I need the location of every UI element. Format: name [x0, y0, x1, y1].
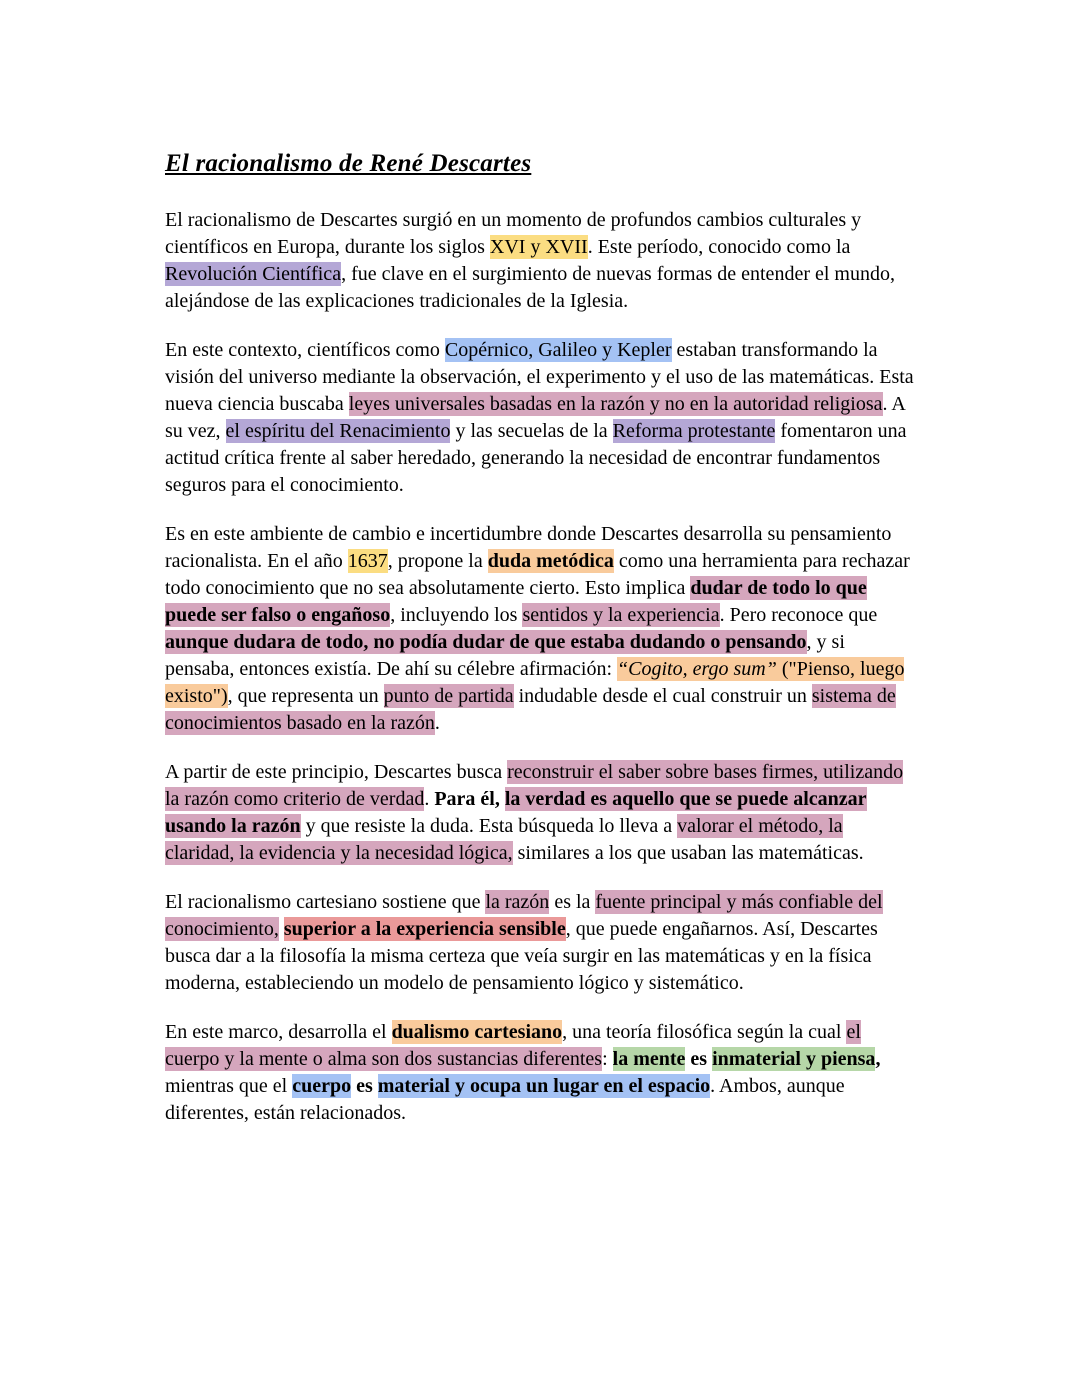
highlighted-text-run: 1637 [347, 550, 388, 572]
text-run: y que resiste la duda. Esta búsqueda lo lleva a [300, 815, 678, 837]
highlighted-text-run: sentidos y la experiencia [522, 604, 720, 626]
document-title: El racionalismo de René Descartes [165, 150, 532, 177]
text-run: . A su vez, [165, 393, 905, 442]
text-run: similares a los que usaban las matemáticas. [512, 842, 864, 864]
text-run: , que puede engañarnos. Así, Descartes busca dar a la filosofía la misma certeza que veía surgir en las matemáticas y en la física moderna, estableciendo un modelo de pensamiento lógico y sistemático. [165, 918, 878, 994]
text-run: estaban transformando la visión del universo mediante la observación, el experimento y el uso de las matemáticas. Esta nueva ciencia buscaba [165, 339, 914, 415]
text-run: Es en este ambiente de cambio e incertidumbre donde Descartes desarrolla su pensamiento racionalista. En el año [165, 523, 892, 572]
highlighted-text-run: Copérnico, Galileo y Kepler [444, 339, 672, 361]
text-run: . Ambos, aunque diferentes, están relacionados. [165, 1075, 845, 1124]
text-run: : [602, 1048, 613, 1070]
highlighted-text-run: ("Pienso, luego existo") [165, 658, 905, 707]
highlighted-text-run: duda metódica [487, 550, 614, 572]
paragraph [165, 1019, 915, 1127]
text-run: A partir de este principio, Descartes busca [165, 761, 508, 783]
highlighted-text-run: Reforma protestante [612, 420, 776, 442]
text-run: , [875, 1048, 881, 1070]
highlighted-text-run: valorar el método, la claridad, la evidencia y la necesidad lógica, [165, 815, 843, 864]
text-run: . Pero reconoce que [719, 604, 878, 626]
highlighted-text-run: dudar de todo lo que puede ser falso o engañoso [165, 577, 867, 626]
highlighted-text-run: superior a la experiencia sensible [283, 918, 566, 940]
paragraph [165, 759, 915, 867]
highlighted-text-run: reconstruir el saber sobre bases firmes, utilizando la razón como criterio de verdad [165, 761, 904, 810]
text-run: , que representa un [227, 685, 384, 707]
text-run: , una teoría filosófica según la cual [562, 1021, 847, 1043]
highlighted-text-run: aunque dudara de todo, no podía dudar de que estaba dudando o pensando [165, 631, 807, 653]
highlighted-text-run: la razón [485, 891, 550, 913]
text-run: y las secuelas de la [450, 420, 613, 442]
highlighted-text-run: la verdad es aquello que se puede alcanzar usando la razón [165, 788, 867, 837]
text-run: como una herramienta para rechazar todo conocimiento que no sea absolutamente cierto. Esto implica [165, 550, 910, 599]
text-run: . [434, 712, 440, 734]
text-run: El racionalismo de Descartes surgió en un momento de profundos cambios culturales y científicos en Europa, durante los siglos [165, 209, 862, 258]
paragraph [165, 207, 915, 315]
paragraph [165, 521, 915, 737]
text-run: , y si pensaba, entonces existía. De ahí su célebre afirmación: [165, 631, 845, 680]
paragraph [165, 337, 915, 499]
text-run: El racionalismo cartesiano sostiene que [165, 891, 486, 913]
text-run: . Este período, conocido como la [587, 236, 851, 258]
text-run: . [424, 788, 435, 810]
highlighted-text-run: la mente [612, 1048, 686, 1070]
highlighted-text-run: “Cogito, ergo sum” [617, 658, 777, 680]
highlighted-text-run: el cuerpo y la mente o alma son dos sustancias diferentes [165, 1021, 861, 1070]
text-run: , fue clave en el surgimiento de nuevas formas de entender el mundo, alejándose de las explicaciones tradicionales de la Iglesia. [165, 263, 895, 312]
document-body [165, 207, 915, 1127]
highlighted-text-run: material y ocupa un lugar en el espacio [377, 1075, 711, 1097]
highlighted-text-run: inmaterial y piensa [712, 1048, 876, 1070]
text-run: mientras que el [165, 1075, 293, 1097]
highlighted-text-run: punto de partida [383, 685, 514, 707]
highlighted-text-run: Revolución Científica [165, 263, 342, 285]
text-run: fomentaron una actitud crítica frente al saber heredado, generando la necesidad de encontrar fundamentos seguros para el conocimiento. [165, 420, 907, 496]
highlighted-text-run: fuente principal y más confiable del conocimiento, [165, 891, 883, 940]
highlighted-text-run: sistema de conocimientos basado en la razón [165, 685, 896, 734]
text-run: , incluyendo los [390, 604, 523, 626]
highlighted-text-run: leyes universales basadas en la razón y no en la autoridad religiosa [348, 393, 883, 415]
highlighted-text-run: el espíritu del Renacimiento [225, 420, 451, 442]
text-run: es [685, 1048, 713, 1070]
text-run: es la [549, 891, 596, 913]
highlighted-text-run: cuerpo [292, 1075, 352, 1097]
text-run: indudable desde el cual construir un [513, 685, 812, 707]
text-run: En este marco, desarrolla el [165, 1021, 392, 1043]
text-run: , propone la [387, 550, 488, 572]
highlighted-text-run: XVI y XVII [489, 236, 588, 258]
highlighted-text-run: dualismo cartesiano [391, 1021, 563, 1043]
text-run: Para él, [434, 788, 505, 810]
text-run: es [351, 1075, 378, 1097]
text-run: En este contexto, científicos como [165, 339, 445, 361]
paragraph [165, 889, 915, 997]
